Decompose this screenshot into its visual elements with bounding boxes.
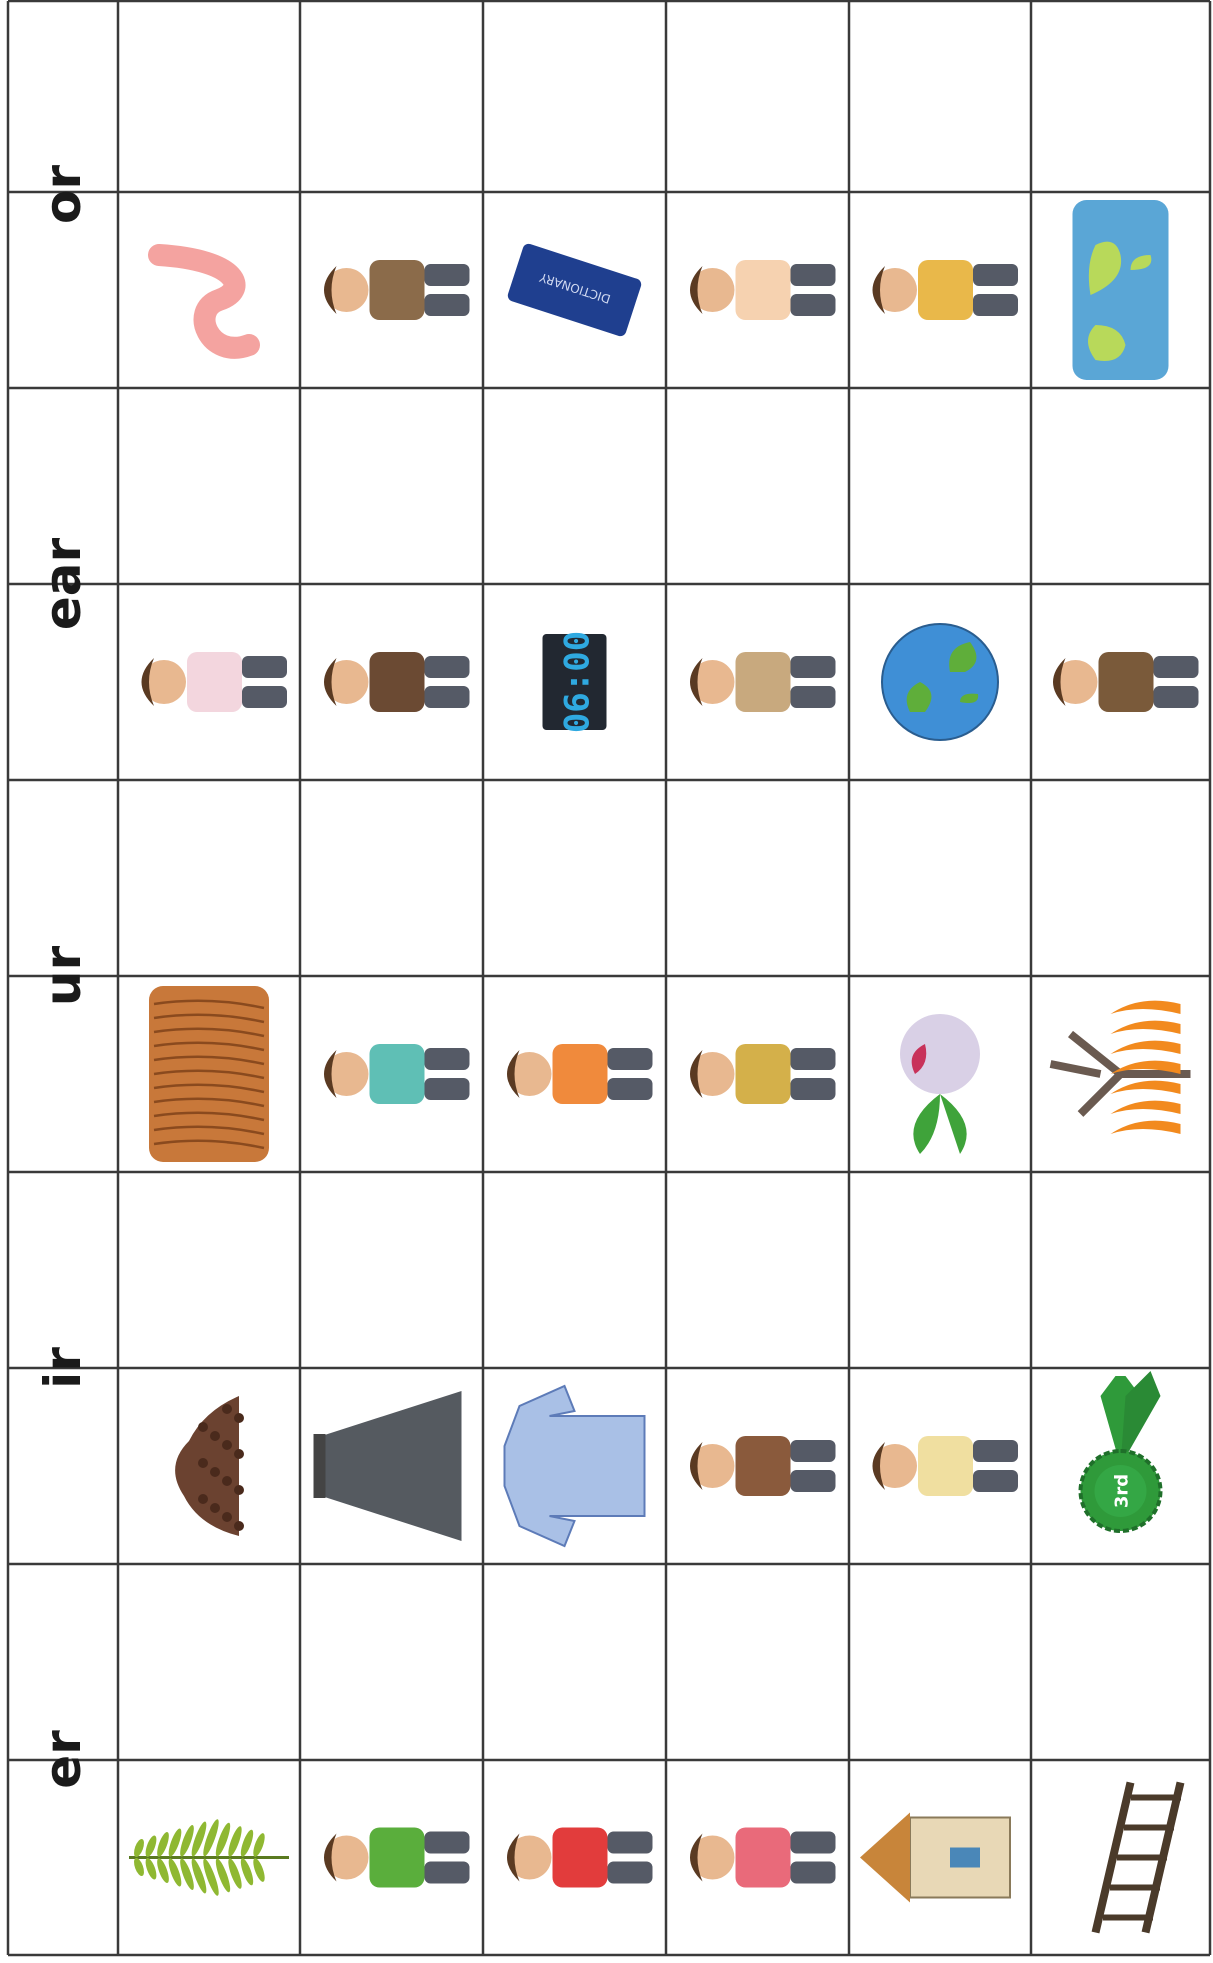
group-label-ir: ir	[34, 1347, 92, 1389]
earth-icon	[882, 624, 998, 740]
group-label-er: er	[34, 1730, 92, 1789]
group-label-or: or	[34, 164, 92, 225]
group-label-ur: ur	[34, 945, 92, 1007]
svg-text:DICTIONARY: DICTIONARY	[537, 270, 613, 307]
group-label-ear: ear	[34, 537, 92, 631]
fur-icon	[149, 986, 269, 1162]
digital-clock-icon	[543, 631, 607, 733]
svg-text:06:00: 06:00	[557, 630, 598, 734]
svg-text:3rd: 3rd	[1111, 1473, 1133, 1509]
world-map-icon	[1073, 200, 1169, 380]
